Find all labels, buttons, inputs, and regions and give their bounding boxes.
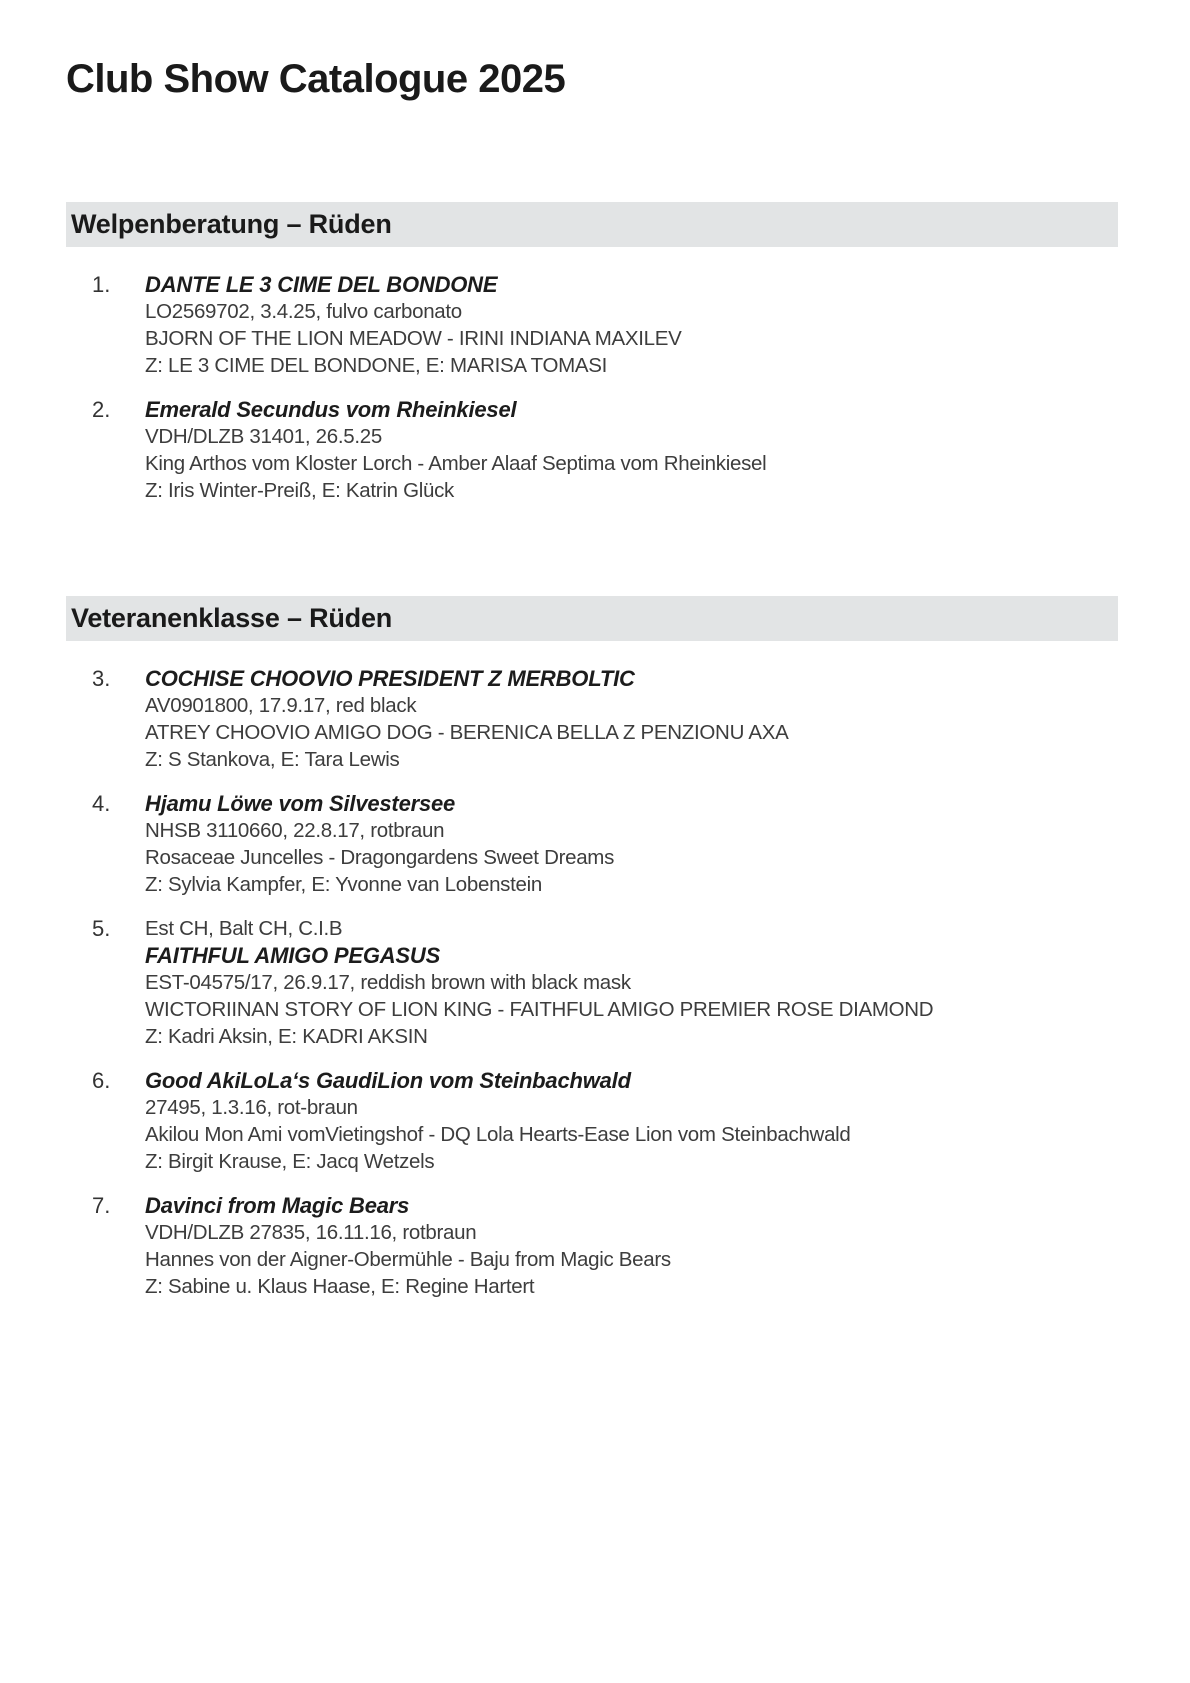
- entry-body: [145, 915, 1118, 1050]
- entry-dog-name: Davinci from Magic Bears: [145, 1193, 410, 1218]
- entry-breeder-owner: Z: S Stankova, E: Tara Lewis: [145, 748, 400, 771]
- catalog-entry: [92, 1067, 1118, 1175]
- catalog-entry: [92, 396, 1118, 504]
- entry-parents: Rosaceae Juncelles - Dragongardens Sweet Dreams: [145, 846, 615, 869]
- entry-titles: Est CH, Balt CH, C.I.B: [145, 917, 343, 940]
- entry-dog-name: COCHISE CHOOVIO PRESIDENT Z MERBOLTIC: [145, 666, 635, 691]
- entry-parents: Akilou Mon Ami vomVietingshof - DQ Lola Hearts-Ease Lion vom Steinbachwald: [145, 1123, 851, 1146]
- entry-parents: WICTORIINAN STORY OF LION KING - FAITHFUL AMIGO PREMIER ROSE DIAMOND: [145, 998, 934, 1021]
- entry-number: 6.: [92, 1068, 111, 1093]
- section-veteranenklasse-rueden: [66, 596, 1118, 1300]
- entry-breeder-owner: Z: Sylvia Kampfer, E: Yvonne van Lobenstein: [145, 873, 542, 896]
- entry-number: 5.: [92, 916, 111, 941]
- entry-body: [145, 790, 1118, 898]
- entry-dog-name: DANTE LE 3 CIME DEL BONDONE: [145, 272, 498, 297]
- section-welpenberatung-rueden: [66, 202, 1118, 504]
- entry-breeder-owner: Z: LE 3 CIME DEL BONDONE, E: MARISA TOMASI: [145, 354, 608, 377]
- entry-breeder-owner: Z: Kadri Aksin, E: KADRI AKSIN: [145, 1025, 428, 1048]
- entry-number: 7.: [92, 1193, 111, 1218]
- entry-parents: King Arthos vom Kloster Lorch - Amber Alaaf Septima vom Rheinkiesel: [145, 452, 767, 475]
- entry-list: [66, 247, 1118, 504]
- entry-breeder-owner: Z: Iris Winter-Preiß, E: Katrin Glück: [145, 479, 454, 502]
- entry-parents: ATREY CHOOVIO AMIGO DOG - BERENICA BELLA Z PENZIONU AXA: [145, 721, 789, 744]
- entry-number: 3.: [92, 666, 111, 691]
- entry-parents: Hannes von der Aigner-Obermühle - Baju from Magic Bears: [145, 1248, 671, 1271]
- entry-body: [145, 1192, 1118, 1300]
- entry-body: [145, 271, 1118, 379]
- entry-registration: NHSB 3110660, 22.8.17, rotbraun: [145, 819, 445, 842]
- entry-registration: EST-04575/17, 26.9.17, reddish brown with black mask: [145, 971, 631, 994]
- entry-body: [145, 396, 1118, 504]
- entry-breeder-owner: Z: Sabine u. Klaus Haase, E: Regine Hartert: [145, 1275, 535, 1298]
- entry-dog-name: Hjamu Löwe vom Silvestersee: [145, 791, 456, 816]
- catalog-entry: [92, 665, 1118, 773]
- entry-body: [145, 665, 1118, 773]
- entry-registration: AV0901800, 17.9.17, red black: [145, 694, 417, 717]
- entry-parents: BJORN OF THE LION MEADOW - IRINI INDIANA MAXILEV: [145, 327, 682, 350]
- catalog-entry: [92, 915, 1118, 1050]
- entry-number: 4.: [92, 791, 111, 816]
- catalog-entry: [92, 1192, 1118, 1300]
- entry-body: [145, 1067, 1118, 1175]
- section-header: Welpenberatung – Rüden: [66, 202, 1118, 247]
- section-header: Veteranenklasse – Rüden: [66, 596, 1118, 641]
- entry-number: 1.: [92, 272, 111, 297]
- entry-registration: 27495, 1.3.16, rot-braun: [145, 1096, 358, 1119]
- catalog-entry: [92, 271, 1118, 379]
- entry-number: 2.: [92, 397, 111, 422]
- entry-dog-name: FAITHFUL AMIGO PEGASUS: [145, 943, 441, 968]
- entry-dog-name: Emerald Secundus vom Rheinkiesel: [145, 397, 517, 422]
- entry-dog-name: Good AkiLoLa‘s GaudiLion vom Steinbachwald: [145, 1068, 631, 1093]
- entry-registration: VDH/DLZB 27835, 16.11.16, rotbraun: [145, 1221, 477, 1244]
- entry-registration: LO2569702, 3.4.25, fulvo carbonato: [145, 300, 462, 323]
- entry-list: [66, 641, 1118, 1300]
- entry-registration: VDH/DLZB 31401, 26.5.25: [145, 425, 382, 448]
- catalog-entry: [92, 790, 1118, 898]
- entry-breeder-owner: Z: Birgit Krause, E: Jacq Wetzels: [145, 1150, 435, 1173]
- page-title: Club Show Catalogue 2025: [66, 57, 566, 101]
